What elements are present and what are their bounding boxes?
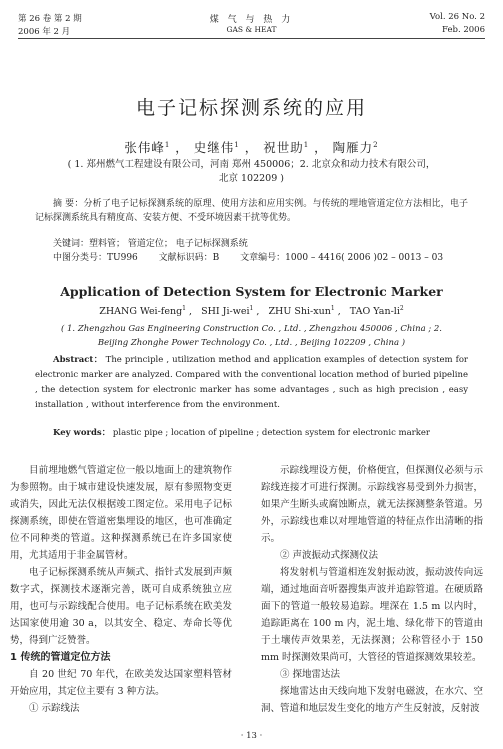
english-title: Application of Detection System for Electronic Marker xyxy=(60,284,443,299)
author-name: 陶雁力 xyxy=(332,140,374,155)
abstract-en xyxy=(35,353,468,413)
abstract-label: 摘 要： xyxy=(53,199,84,209)
english-author-name: TAO Yan-li xyxy=(349,306,400,318)
issue-date: 2006 年 2 月 xyxy=(18,27,71,37)
author-name: 史继伟 xyxy=(193,140,235,155)
body-column-left xyxy=(10,462,232,717)
journal-name-en: GAS & HEAT xyxy=(226,25,277,34)
english-author-name: ZHU Shi-xun xyxy=(268,306,331,318)
running-header xyxy=(18,12,485,39)
affiliation-line: 北京 102209 ) xyxy=(218,173,284,184)
clc-number: 中图分类号：TU996 xyxy=(53,253,138,263)
author-name: 祝世助 xyxy=(263,140,304,155)
section-heading: 1 传统的管道定位方法 xyxy=(10,652,111,663)
author-affil-mark: 1 xyxy=(330,305,335,312)
keywords-en xyxy=(53,426,430,438)
keywords-text: 塑料管； 管道定位； 电子记标探测系统 xyxy=(89,239,248,249)
method-item: ③ 探地雷达法 xyxy=(280,669,341,680)
author-affil-mark: 2 xyxy=(373,140,379,149)
body-paragraph: 自 20 世纪 70 年代，在欧美发达国家塑料管材开始应用，其定位主要有 3 种方法。 xyxy=(10,669,232,697)
method-item: ① 示踪线法 xyxy=(29,703,80,714)
author-name: 张伟峰 xyxy=(124,140,165,155)
keywords-label: 关键词： xyxy=(53,239,90,249)
method-item: ② 声波振动式探测仪法 xyxy=(280,550,379,561)
author-affil-mark: 2 xyxy=(399,305,404,312)
author-affil-mark: 1 xyxy=(164,140,171,149)
body-paragraph: 将发射机与管道相连发射振动波，振动波传向远端，通过地面音听器搜集声波并追踪管道。在硬质路面下的管道一般较易追踪。埋深在 1.5 m 以内时，追踪距离在 100 m 内，泥土地、绿化带下的管道由于土壤传声效果差，无法探测；公称管径小于 150 mm 时探测效果尚可，大管径的管道探测效果较差。 xyxy=(261,567,483,663)
body-paragraph: 电子记标探测系统从声频式、指针式发展到声频数字式，探测技术逐渐完善，既可自成系统独立应用，也可与示踪线配合使用。电子记标系统在欧美发达国家使用逾 30 a，以其安全、稳定、寿命长等优势，得到广泛赞誉。 xyxy=(10,567,232,646)
article-number: 文章编号：1000 – 4416( 2006 )02 – 0013 – 03 xyxy=(240,253,444,263)
author-affil-mark: 1 xyxy=(234,140,240,149)
document-code: 文献标识码：B xyxy=(158,253,220,263)
english-keywords-text: plastic pipe ; location of pipeline ; detection system for electronic marker xyxy=(112,428,430,438)
author-list: 张伟峰$^1$ ， 史继伟$^1$ ， 祝世助$^1$ ， 陶雁力$^2$ xyxy=(124,140,379,155)
journal-name: 煤 气 与 热 力 xyxy=(209,15,294,25)
paper-title: 电子记标探测系统的应用 xyxy=(135,97,367,119)
english-abstract-label: Abstract： xyxy=(53,355,103,365)
author-affil-mark: 1 xyxy=(182,305,186,312)
page-number: · 13 · xyxy=(240,731,263,741)
volume-issue-en: Vol. 26 No. 2 xyxy=(429,12,485,22)
body-paragraph: 示踪线埋设方便，价格便宜，但探测仪必须与示踪线连接才可进行探测。示踪线容易受到外力损害，如果产生断头或腐蚀断点，就无法探测整条管道。另外，示踪线也难以对埋地管道的特征点作出清晰的指示。 xyxy=(261,465,483,544)
issue-date-en: Feb. 2006 xyxy=(442,25,485,35)
keywords-cn xyxy=(53,236,248,249)
author-affil-mark: 1 xyxy=(303,140,310,149)
volume-issue: 第 26 卷 第 2 期 xyxy=(18,14,82,24)
english-affiliation-line: Beijing Zhonghe Power Technology Co. , Ltd. , Beijing 102209 , China ) xyxy=(97,338,406,348)
english-affiliations xyxy=(30,322,473,350)
english-abstract-text: The principle , utilization method and application examples of detection system for electronic marker are analyzed. Compared with the conventional location method of buried pipeline , the detection system for electronic marker has some advantages , such as high precision , easy installation , without interference from the environment. xyxy=(35,355,468,410)
english-keywords-label: Key words： xyxy=(53,428,111,438)
body-paragraph: 目前埋地燃气管道定位一般以地面上的建筑物作为参照物。由于城市建设快速发展，原有参照物变更或消失，因此无法仅根据竣工图定位。采用电子记标探测系统，即使在管道密集埋设的地区，也可准确定位不同种类的管道。这种探测系统已在许多国家使用，尤其适用于非金属管材。 xyxy=(10,465,232,561)
body-paragraph: 探地雷达由天线向地下发射电磁波，在水穴、空洞、管道和地层发生变化的地方产生反射波，反射波 xyxy=(261,686,483,714)
abstract-cn xyxy=(35,198,468,225)
body-column-right xyxy=(261,462,483,717)
affiliation-line: ( 1. 郑州燃气工程建设有限公司，河南 郑州 450006；2. 北京众和动力技术有限公司， xyxy=(67,159,436,170)
english-author-list: ZHANG Wei-feng$^1$ , SHI Ji-wei$^1$ , ZHU Shi-xun$^1$ , TAO Yan-$li^2$ xyxy=(99,305,404,318)
english-affiliation-line: ( 1. Zhengzhou Gas Engineering Construction Co. , Ltd. , Zhengzhou 450006 , China ; 2. xyxy=(60,324,443,334)
author-affil-mark: 1 xyxy=(249,305,254,312)
english-author-name: SHI Ji-wei xyxy=(201,306,250,318)
classification-line xyxy=(53,250,461,263)
english-author-name: ZHANG Wei-feng xyxy=(99,306,183,318)
abstract-text: 分析了电子记标探测系统的原理、使用方法和应用实例。与传统的埋地管道定位方法相比，电子记标探测系统具有精度高、安装方便、不受环境因素干扰等优势。 xyxy=(35,199,468,223)
affiliations xyxy=(30,158,473,186)
